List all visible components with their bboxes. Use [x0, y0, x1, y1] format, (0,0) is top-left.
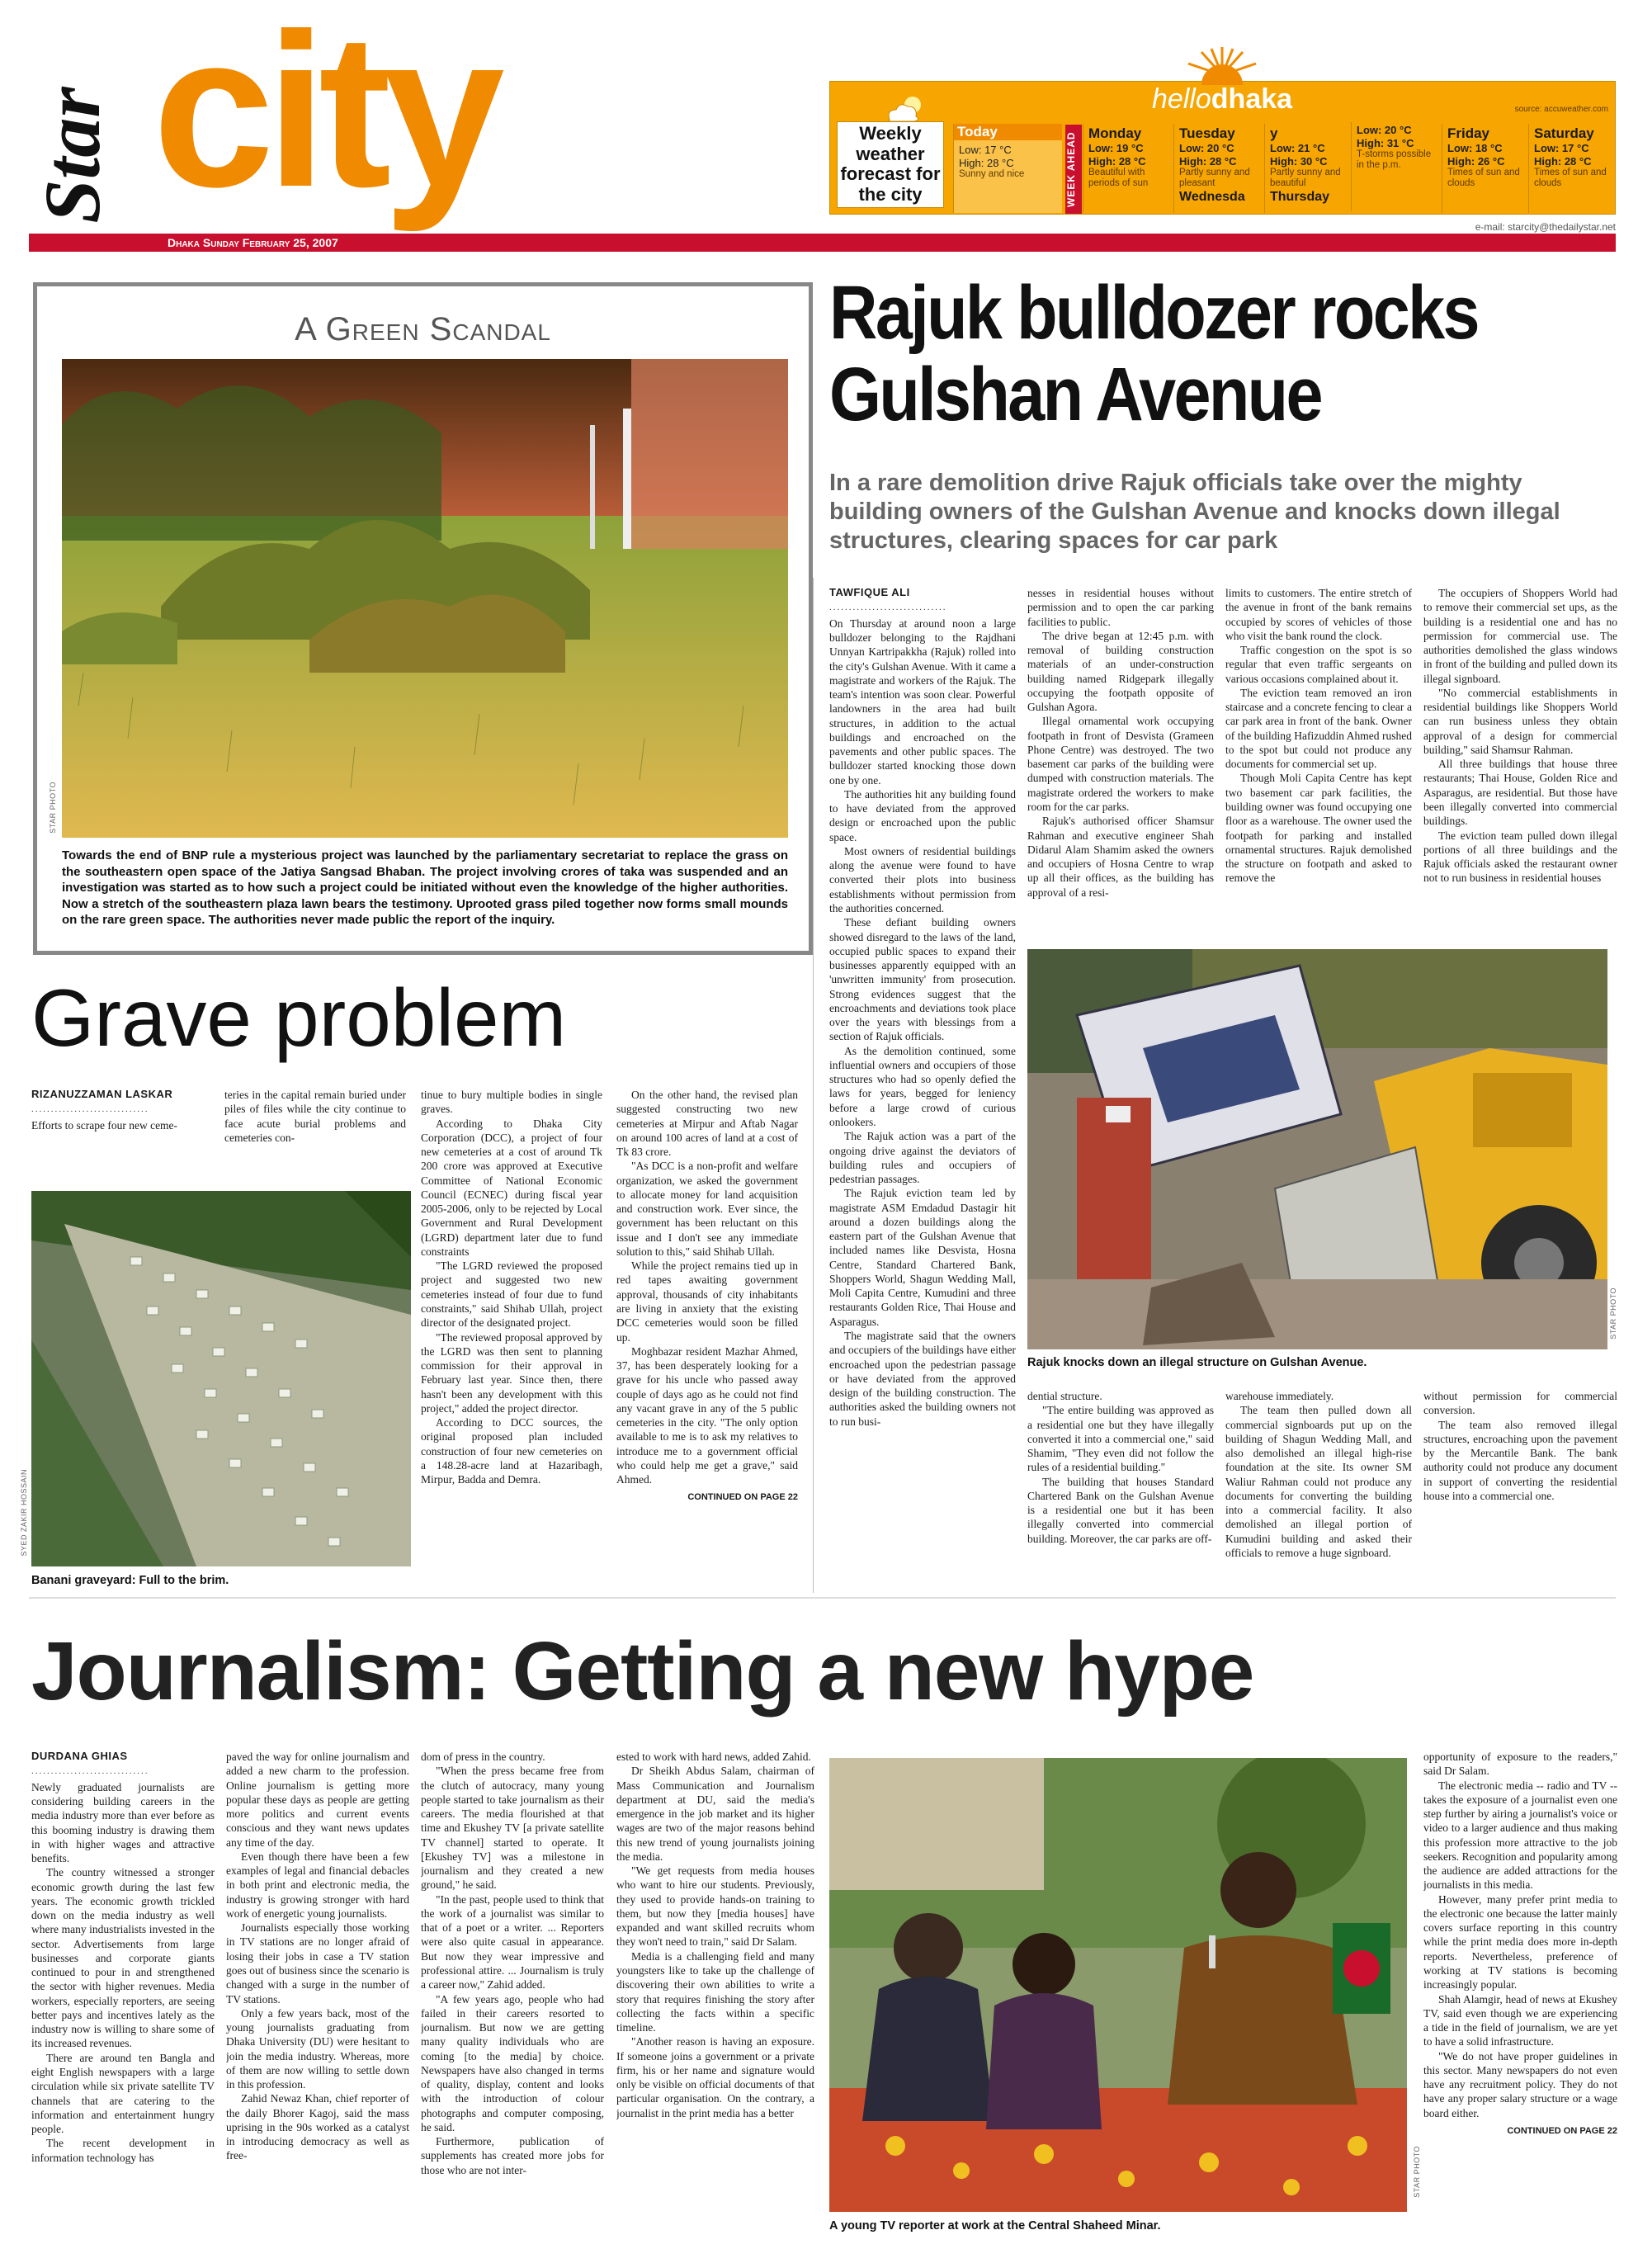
paragraph: On the other hand, the revised plan suggested constructing two new cemeteries at Mirpur and Aftab Nagar on around 100 acres of land at a cost of Tk 83 crore.	[616, 1089, 798, 1159]
paragraph: The occupiers of Shoppers World had to remove their commercial set ups, as the building is a residential one and has no permission for commercial use. The authorities demolished the glass windows in front of the building and pulled down its illegal signboard.	[1423, 587, 1617, 685]
paragraph: nesses in residential houses without permission and to open the car parking facilities to public.	[1027, 587, 1214, 628]
high-temp: High: 28 °C	[1088, 154, 1146, 168]
journalism-caption: A young TV reporter at work at the Central Shaheed Minar.	[829, 2219, 1161, 2233]
low-temp: Low: 17 °C	[959, 144, 1012, 156]
paragraph: The electronic media -- radio and TV -- takes the exposure of a journalist even one step further by airing a journalist's voice or video to a larger audience and thus making this profession more attractive to the job seekers. Recognition and popularity among the audience are added attractions for the journalists in this media.	[1423, 1779, 1617, 1892]
paragraph: "A few years ago, people who had failed in their careers resorted to journalism. But now we are getting many quality individuals who are coming [to the media] by choice. Newspapers have also changed in terms of quality, display, content and looks with the introduction of colour photographs and computer composing, he said.	[421, 1992, 604, 2133]
rajuk-headline: Rajuk bulldozer rocks Gulshan Avenue	[829, 271, 1478, 437]
high-temp: High: 28 °C	[1534, 154, 1592, 168]
paragraph: "When the press became free from the clutch of autocracy, many young people started to take journalism as their careers. The media flourished at that time and Ekushey TV [a private satellite TV channel] started to operate. It [Ekushey TV] was a milestone in journalism and they created a new ground," he said.	[421, 1765, 604, 1892]
day-name-overflow: Wednesda	[1179, 189, 1245, 204]
paragraph: However, many prefer print media to the electronic one because the latter mainly covers surface reporting in this country while the print media does more in-depth reports. Nevertheless, preference of working at TV stations is becoming increasingly popular.	[1423, 1892, 1617, 1992]
day-name: y	[1270, 125, 1278, 141]
day-name: Friday	[1447, 125, 1490, 141]
weather-desc: Beautiful with periods of sun	[1088, 168, 1149, 189]
paragraph: limits to customers. The entire stretch of the avenue in front of the bank remains occupied by scores of vehicles of those who visit the bank round the clock.	[1225, 587, 1412, 642]
divider	[29, 1597, 1616, 1599]
paragraph: Efforts to scrape four new ceme-	[31, 1118, 178, 1132]
high-temp: High: 28 °C	[1179, 154, 1237, 168]
paragraph: According to Dhaka City Corporation (DCC), a project of four new cemeteries at a cost of around Tk 200 crore was approved at Executive Committee of National Economic Council (ECNEC) during fiscal year 2005-2006, only to be rejected by Local Government and Rural Development (LGRD) department later due to fund constraints	[421, 1117, 602, 1258]
grave-continued[interactable]: CONTINUED ON PAGE 22	[687, 1492, 798, 1503]
paragraph: "In the past, people used to think that the work of a journalist was similar to that of a poet or a writer. ... Reporters were also quite casual in appearance. But now they wear impressive and professional attire. ... Journalism is truly a career now," Zahid added.	[421, 1892, 604, 1992]
paragraph: The magistrate said that the owners and occupiers of the buildings have either encroached upon the pedestrian passage or have deviated from the approved design of the building construction. The authorities asked the building owners not to run busi-	[829, 1329, 1016, 1428]
rajuk-deck: In a rare demolition drive Rajuk officials take over the mighty building owners of the Gulshan Avenue and knocks down illegal structures, clearing spaces for car park	[829, 470, 1560, 554]
forecast-label: Weekly weather forecast for the city	[837, 121, 944, 208]
high-temp: High: 28 °C	[959, 156, 1014, 169]
weather-source: source: accuweather.com	[1514, 105, 1608, 114]
day-name: Monday	[1088, 125, 1142, 141]
paragraph: opportunity of exposure to the readers," said Dr Salam.	[1423, 1751, 1617, 1778]
grave-col-4	[616, 1088, 798, 1591]
paragraph: The Rajuk eviction team led by magistrate ASM Emdadud Dastagir hit around a dozen buildings along the eastern part of the Gulshan Avenue that included names like Desvista, Hosna Centre, Standard Chartered Bank, Shoppers World, Shagun Wedding Mall, Moli Capita Centre, Kumudini and three restaurants Golden Rice, Thai House and Asparagus.	[829, 1187, 1016, 1328]
grave-byline: RIZANUZZAMAN LASKAR	[31, 1088, 173, 1100]
high-temp: High: 26 °C	[1447, 154, 1505, 168]
grave-photo-credit: SYED ZAKIR HOSSAIN	[20, 1469, 28, 1557]
grave-col-3	[421, 1088, 602, 1591]
byline-rule: ..............................	[829, 602, 947, 612]
paragraph: The team also removed illegal structures, encroaching upon the pavement by the Mercantile Bank. The bank authority could not produce any document in support of converting the residential house into a commercial one.	[1423, 1418, 1617, 1502]
weather-thursday	[1351, 122, 1442, 211]
paragraph: dom of press in the country.	[421, 1751, 545, 1763]
day-name-overflow: Thursday	[1270, 189, 1330, 204]
journalism-col-1	[31, 1750, 215, 2245]
journalism-col-2	[226, 1750, 409, 2245]
weather-today	[953, 124, 1062, 213]
city-logo: city	[153, 0, 497, 233]
weather-tuesday	[1173, 124, 1264, 213]
paragraph: Zahid Newaz Khan, chief reporter of the daily Bhorer Kagoj, said the mass uprising in the 90s worked as a catalyst in introducing democracy as well as free-	[226, 2092, 409, 2162]
green-scandal-photo	[62, 359, 788, 838]
paragraph: While the project remains tied up in red tapes awaiting government approval, thousands of city inhabitants are living in anxiety that the existing DCC cemeteries would soon be filled up.	[616, 1259, 798, 1344]
paragraph: Though Moli Capita Centre has kept two basement car park facilities, the building owner was found occupying one floor as a warehouse. The owner used the footpath for parking and installed ornamental structures. Rajuk demolished the structure on footpath and asked to remove the	[1225, 772, 1412, 885]
byline-rule: ..............................	[31, 1103, 149, 1114]
grave-col-2	[224, 1088, 406, 1179]
weather-desc: T-storms possible in the p.m.	[1357, 149, 1432, 171]
paragraph: "The LGRD reviewed the proposed project and suggested two new cemeteries instead of four due to fund constraints," said Shihab Ullah, project director of the designated project.	[421, 1259, 602, 1330]
paragraph: Furthermore, publication of supplements has created more jobs for those who are not inter-	[421, 2135, 604, 2176]
paragraph: The authorities hit any building found to have deviated from the approved design or encroached upon the public space.	[829, 787, 1016, 843]
green-scandal-caption: Towards the end of BNP rule a mysterious project was launched by the parliamentary secretariat to replace the grass on the southeastern open space of the Jatiya Sangsad Bhaban. The project involving crores of taka was suspended and an investigation was started as to how such a project could be initiated without even the knowledge of the higher authorities. Now a stretch of the southeastern plaza lawn bears the testimony. Uprooted grass piled together now forms small mounds on the rare green space. The authorities never made public the report of the inquiry.	[62, 848, 788, 927]
paragraph: The eviction team removed an iron staircase and a concrete fencing to clear a car park area in front of the bank. Owner of the building Hafizuddin Ahmed rushed to the spot but could not produce any documents for commercial set up.	[1225, 686, 1412, 771]
paragraph: "As DCC is a non-profit and welfare organization, we asked the government to allocate money for land acquisition and construction work. Ever since, the government has been reluctant on this issue and I don't see any immediate solution to this," said Shihab Ullah.	[616, 1160, 798, 1258]
byline-rule: ..............................	[31, 1765, 149, 1776]
day-name: Saturday	[1534, 125, 1594, 141]
weather-monday	[1083, 124, 1173, 213]
paragraph: Most owners of residential buildings along the avenue were found to have converted their plots into business establishments without permission from the authorities concerned.	[829, 844, 1016, 915]
journalism-photo	[829, 1758, 1407, 2212]
paragraph: Even though there have been a few examples of legal and financial debacles in both print and electronic media, the industry is growing stronger with hard work of energetic young journalists.	[226, 1850, 409, 1920]
paragraph: Media is a challenging field and many youngsters like to take up the challenge of discovering their own abilities to write a story that requires finishing the story after collecting the facts within a specific timeline.	[616, 1949, 814, 2034]
paragraph: The drive began at 12:45 p.m. with removal of building construction materials of an under-construction building named Ridgepark illegally occupying the footpath opposite of Gulshan Agora.	[1027, 629, 1214, 714]
paragraph: ested to work with hard news, added Zahid.	[616, 1751, 811, 1763]
paragraph: Newly graduated journalists are considering building careers in the media industry more than ever before as this booming industry is drawing them in with higher wages and attractive benefits.	[31, 1780, 215, 1865]
paragraph: The country witnessed a stronger economic growth during the last few years. The economic growth trickled down on the media industry as well where many industrialists invested in the sector. Advertisements from large businesses and corporate giants continued to pour in and strengthened the sector with higher revenues. Media workers, especially reporters, are seeing better pays and incentives lately as the industry now is willing to share some of its increased revenues.	[31, 1866, 215, 2050]
weather-friday	[1442, 124, 1528, 213]
star-logo: Star	[28, 87, 116, 224]
paragraph: On Thursday at around noon a large bulldozer belonging to the Rajdhani Unnyan Kartripakkha (Rajuk) rolled into the city's Gulshan Avenue. With it came a magistrate and workers of the Rajuk. The team's intention was soon clear. Powerful landowners in the area had built structures, in addition to the actual buildings and encroached on the pavements and other public spaces. The bulldozer started knocking those down one by one.	[829, 617, 1016, 787]
paragraph: Rajuk's authorised officer Shamsur Rahman and executive engineer Shah Didarul Alam Shamim asked the owners and occupiers of Hosna Centre to wrap up all their offices, as the building has approval of a resi-	[1027, 815, 1214, 899]
grave-caption: Banani graveyard: Full to the brim.	[31, 1574, 229, 1587]
journalism-continued[interactable]: CONTINUED ON PAGE 22	[1507, 2125, 1617, 2136]
paragraph: All three buildings that house three restaurants; Thai House, Golden Rice and Asparagus, are residential. But those have been illegally converted into commercial buildings.	[1423, 758, 1617, 828]
grave-photo	[31, 1191, 411, 1566]
paragraph: Journalists especially those working in TV stations are no longer afraid of losing their jobs in case a TV station goes out of business since the scenario is changed with a surge in the number of TV stations.	[226, 1921, 409, 2006]
weather-desc: Partly sunny and beautiful	[1270, 168, 1341, 189]
paragraph: teries in the capital remain buried under piles of files while the city continue to face acute burial problems and cemeteries con-	[224, 1089, 406, 1144]
paragraph: "The entire building was approved as a residential one but they have illegally converted it into a commercial one," said Shamim, "They even did not follow the rules of a residential building."	[1027, 1404, 1214, 1474]
weather-saturday	[1528, 124, 1616, 213]
rajuk-byline: TAWFIQUE ALI	[829, 586, 910, 598]
day-name: Tuesday	[1179, 125, 1235, 141]
low-temp: Low: 17 °C	[1534, 142, 1589, 154]
paragraph: warehouse immediately.	[1225, 1390, 1334, 1402]
high-temp: High: 30 °C	[1270, 154, 1328, 168]
rajuk-col-1	[829, 586, 1016, 1593]
weather-desc: Partly sunny and pleasant	[1179, 168, 1250, 189]
journalism-col-3	[421, 1750, 604, 2245]
day-name: Today	[954, 124, 1062, 140]
paragraph: The building that houses Standard Chartered Bank on the Gulshan Avenue is a residential one but it has been illegally converted into commercial building. Moreover, the car parks are off-	[1027, 1475, 1214, 1545]
paragraph: "No commercial establishments in residential buildings like Shoppers World can run business unless they obtain approval of a design for commercial building," said Shamsur Rahman.	[1423, 686, 1617, 756]
weather-desc: Times of sun and clouds	[1534, 168, 1607, 189]
brand-prefix: hello	[1151, 83, 1211, 115]
paragraph: paved the way for online journalism and added a new charm to the profession. Online journalism is getting more popular these days as people are getting more politics and current events conscious and they want news updates any time of the day.	[226, 1751, 409, 1849]
dateline-bar	[29, 234, 1616, 252]
paragraph: Dr Sheikh Abdus Salam, chairman of Mass Communication and Journalism department at DU, said the media's emergence in the job market and its higher wages are two of the major reasons behind this new trend of young journalists joining the media.	[616, 1765, 814, 1863]
paragraph: The eviction team pulled down illegal portions of all three buildings and the Rajuk officials asked the restaurant owner not to run business in residential houses	[1423, 829, 1617, 885]
low-temp: Low: 20 °C	[1357, 124, 1412, 136]
journalism-col-4	[616, 1750, 814, 2245]
paragraph: without permission for commercial conversion.	[1423, 1390, 1617, 1417]
paragraph: As the demolition continued, some influential owners and occupiers of those structures who had so openly defied the laws for years, begged for leniency before a large crowd of curious onlookers.	[829, 1044, 1016, 1128]
paragraph: Only a few years back, most of the young journalists graduating from Dhaka University (DU) were hesitant to join the media industry. Whereas, more of them are now willing to settle down in this profession.	[226, 2006, 409, 2091]
weather-wednesday	[1264, 124, 1351, 213]
paragraph: The recent development in information technology has	[31, 2137, 215, 2164]
rajuk-col-3	[1225, 586, 1412, 941]
low-temp: Low: 20 °C	[1179, 142, 1234, 154]
rajuk-col-4	[1423, 586, 1617, 941]
rajuk-col-5	[1027, 1389, 1214, 1595]
paragraph: Moghbazar resident Mazhar Ahmed, 37, has been desperately looking for a grave for his uncle who passed away couple of days ago as he could not find any vacant grave in any of the 5 public cemeteries in the city. "The only option available to me is to ask my relatives to introduce me to a government official who could help me get a grave," said Ahmed.	[616, 1344, 798, 1486]
low-temp: Low: 18 °C	[1447, 142, 1503, 154]
green-scandal-title: A Green Scandal	[295, 311, 551, 347]
paragraph: According to DCC sources, the original proposed plan included construction of four new cemeteries on a 148.28-acre land at Hazaribagh, Mirpur, Badda and Demra.	[421, 1416, 602, 1486]
journalism-headline: Journalism: Getting a new hype	[31, 1625, 1254, 1718]
journalism-byline: DURDANA GHIAS	[31, 1750, 128, 1762]
rajuk-col-7	[1423, 1389, 1617, 1595]
contact-email[interactable]: e-mail: starcity@thedailystar.net	[1475, 221, 1616, 233]
journalism-photo-credit: STAR PHOTO	[1413, 2146, 1421, 2198]
paragraph: tinue to bury multiple bodies in single graves.	[421, 1089, 602, 1116]
paragraph: The team then pulled down all commercial signboards put up on the building of Shagun Wedding Mall, and also demolished an illegal high-rise foundation at the site. Its owner SM Waliur Rahman could not produce any documents for converting the building into a commercial facility. It also demolished an illegal portion of Kumudini building and asked their officials to remove a huge signboard.	[1225, 1404, 1412, 1559]
paragraph: "Another reason is having an exposure. If someone joins a government or a private firm, his or her name and signature would only be visible on official documents of that particular organisation. On the contrary, a journalist in the print media has a better	[616, 2035, 814, 2119]
grave-headline: Grave problem	[31, 972, 567, 1063]
rajuk-col-2	[1027, 586, 1214, 941]
paragraph: "We get requests from media houses who want to hire our students. Previously, they used to provide hands-on training to them, but now they [media houses] have expanded and want skilled recruits whom they won't need to train," said Dr Salam.	[616, 1864, 814, 1949]
paragraph: There are around ten Bangla and eight English newspapers with a large circulation while six private satellite TV channels that are catering to the information and entertainment hungry people.	[31, 2051, 215, 2136]
week-ahead-label: WEEK AHEAD	[1065, 125, 1082, 214]
paragraph: Illegal ornamental work occupying footpath in front of Desvista (Grameen Phone Centre) was destroyed. The two basement car parks of the building were dumped with construction materials. The magistrate ordered the workers to make room for the car parks.	[1027, 715, 1214, 813]
journalism-col-5	[1423, 1750, 1617, 2237]
rajuk-col-6	[1225, 1389, 1412, 1595]
low-temp: Low: 19 °C	[1088, 142, 1144, 154]
dateline: Dhaka Sunday February 25, 2007	[153, 234, 353, 251]
weather-desc: Times of sun and clouds	[1447, 168, 1520, 189]
rajuk-col-1-text	[829, 617, 1016, 1429]
paragraph: Shah Alamgir, head of news at Ekushey TV, said even though we are experiencing a tide in the field of journalism, we are yet to have a solid infrastructure.	[1423, 1992, 1617, 2048]
rajuk-photo-caption: Rajuk knocks down an illegal structure on Gulshan Avenue.	[1027, 1356, 1367, 1369]
weather-desc: Sunny and nice	[959, 169, 1025, 180]
paragraph: "The reviewed proposal approved by the LGRD was then sent to planning commission for their approval in February last year. Since then, there hasn't been any development with this project," added the project director.	[421, 1330, 602, 1415]
paragraph: These defiant building owners showed disregard to the laws of the land, occupied public spaces to expand their businesses apparently equipped with an 'unwritten immunity' from prosecution. Strong evidences suggest that the encroachments and deviations took place over the years with blessings from a section of Rajuk officials.	[829, 916, 1016, 1043]
brand-suffix: dhaka	[1211, 83, 1293, 115]
high-temp: High: 31 °C	[1357, 136, 1414, 149]
green-scandal-photo-credit: STAR PHOTO	[49, 782, 57, 834]
green-scandal-box	[33, 282, 813, 955]
paragraph: dential structure.	[1027, 1390, 1102, 1402]
paragraph: Traffic congestion on the spot is so regular that even traffic sergeants on various occasions complained about it.	[1225, 644, 1412, 685]
divider	[813, 578, 814, 1593]
grave-col-1	[31, 1088, 213, 1179]
rajuk-bulldozer-photo	[1027, 949, 1607, 1349]
low-temp: Low: 21 °C	[1270, 142, 1325, 154]
paragraph: "We do not have proper guidelines in this sector. Many newspapers do not even have any recruitment policy. They do not have any proper salary structure or a wage board either.	[1423, 2049, 1617, 2119]
paragraph: The Rajuk action was a part of the ongoing drive against the deviators of building rules and occupiers of pedestrian passages.	[829, 1130, 1016, 1186]
weather-brand	[1086, 85, 1358, 113]
rajuk-photo-credit: STAR PHOTO	[1609, 1288, 1617, 1340]
masthead	[28, 0, 557, 256]
